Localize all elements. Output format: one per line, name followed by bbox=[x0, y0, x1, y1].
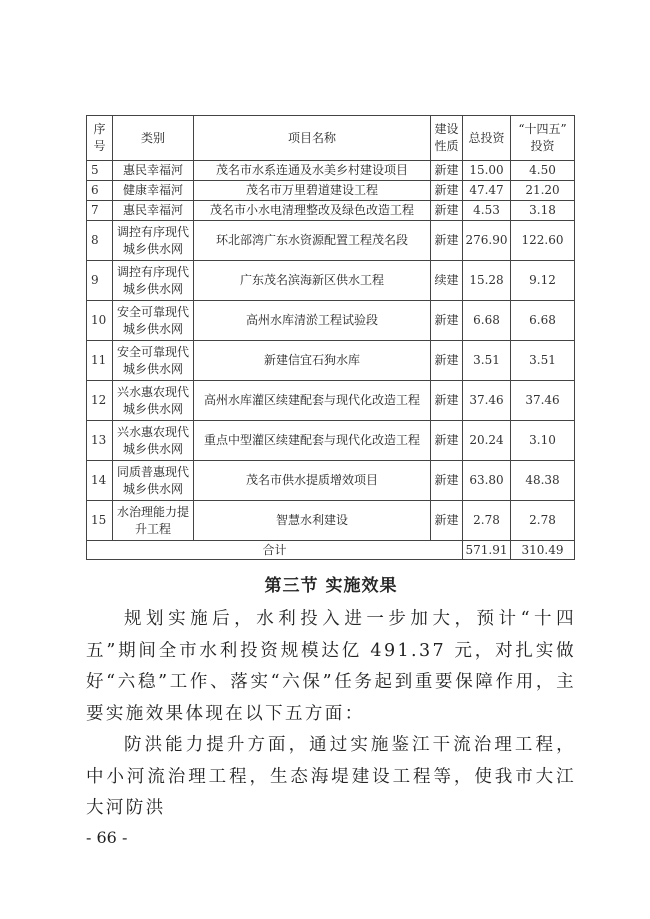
cell-name: 环北部湾广东水资源配置工程茂名段 bbox=[194, 221, 431, 261]
table-row bbox=[87, 461, 575, 501]
cell-category: 兴水惠农现代城乡供水网 bbox=[113, 421, 194, 461]
cell-type: 新建 bbox=[431, 201, 463, 221]
table-row bbox=[87, 301, 575, 341]
header-name: 项目名称 bbox=[194, 116, 431, 161]
cell-category: 调控有序现代城乡供水网 bbox=[113, 261, 194, 301]
cell-category: 调控有序现代城乡供水网 bbox=[113, 221, 194, 261]
header-plan bbox=[511, 116, 575, 161]
cell-category: 安全可靠现代城乡供水网 bbox=[113, 301, 194, 341]
cell-plan: 21.20 bbox=[511, 181, 575, 201]
cell-seq: 9 bbox=[87, 261, 113, 301]
paragraph-2: 防洪能力提升方面，通过实施鉴江干流治理工程，中小河流治理工程，生态海堤建设工程等，使我市大江大河防洪 bbox=[86, 735, 576, 818]
cell-plan: 3.18 bbox=[511, 201, 575, 221]
cell-total: 3.51 bbox=[463, 341, 511, 381]
cell-total: 2.78 bbox=[463, 501, 511, 541]
section-title: 第三节 实施效果 bbox=[264, 576, 398, 596]
header-plan-line1: “十四五” bbox=[518, 122, 567, 136]
table-row bbox=[87, 181, 575, 201]
table-row bbox=[87, 341, 575, 381]
cell-name: 重点中型灌区续建配套与现代化改造工程 bbox=[194, 421, 431, 461]
cell-type: 新建 bbox=[431, 341, 463, 381]
table-row bbox=[87, 201, 575, 221]
cell-name: 高州水库灌区续建配套与现代化改造工程 bbox=[194, 381, 431, 421]
cell-total: 63.80 bbox=[463, 461, 511, 501]
cell-seq: 11 bbox=[87, 341, 113, 381]
cell-plan: 3.10 bbox=[511, 421, 575, 461]
cell-seq: 15 bbox=[87, 501, 113, 541]
cell-type: 新建 bbox=[431, 501, 463, 541]
cell-seq: 5 bbox=[87, 161, 113, 181]
cell-total: 20.24 bbox=[463, 421, 511, 461]
cell-plan: 6.68 bbox=[511, 301, 575, 341]
header-category: 类别 bbox=[113, 116, 194, 161]
cell-seq: 10 bbox=[87, 301, 113, 341]
cell-name: 茂名市小水电清理整改及绿色改造工程 bbox=[194, 201, 431, 221]
cell-name: 茂名市供水提质增效项目 bbox=[194, 461, 431, 501]
cell-plan: 37.46 bbox=[511, 381, 575, 421]
paragraph-1: 规划实施后，水利投入进一步加大，预计“十四五”期间全市水利投资规模达亿 491.37 元，对扎实做好“六稳”工作、落实“六保”任务起到重要保障作用，主要实施效果体现在以下五方面： bbox=[86, 609, 576, 724]
cell-total: 6.68 bbox=[463, 301, 511, 341]
cell-type: 新建 bbox=[431, 181, 463, 201]
cell-name: 新建信宜石狗水库 bbox=[194, 341, 431, 381]
cell-category: 健康幸福河 bbox=[113, 181, 194, 201]
table-row bbox=[87, 381, 575, 421]
cell-total: 15.28 bbox=[463, 261, 511, 301]
header-seq: 序号 bbox=[87, 116, 113, 161]
page-content bbox=[86, 115, 576, 849]
cell-type: 新建 bbox=[431, 301, 463, 341]
cell-type: 新建 bbox=[431, 381, 463, 421]
table-row bbox=[87, 221, 575, 261]
table-row bbox=[87, 161, 575, 181]
table-row bbox=[87, 501, 575, 541]
cell-total: 47.47 bbox=[463, 181, 511, 201]
cell-seq: 6 bbox=[87, 181, 113, 201]
cell-total: 4.53 bbox=[463, 201, 511, 221]
cell-name: 茂名市水系连通及水美乡村建设项目 bbox=[194, 161, 431, 181]
cell-type: 新建 bbox=[431, 421, 463, 461]
cell-type: 新建 bbox=[431, 161, 463, 181]
cell-plan: 122.60 bbox=[511, 221, 575, 261]
cell-category: 惠民幸福河 bbox=[113, 201, 194, 221]
header-total: 总投资 bbox=[463, 116, 511, 161]
cell-total: 37.46 bbox=[463, 381, 511, 421]
cell-category: 水治理能力提升工程 bbox=[113, 501, 194, 541]
cell-name: 茂名市万里碧道建设工程 bbox=[194, 181, 431, 201]
cell-total: 276.90 bbox=[463, 221, 511, 261]
header-plan-line2: 投资 bbox=[530, 139, 555, 153]
cell-type: 新建 bbox=[431, 461, 463, 501]
table-row bbox=[87, 421, 575, 461]
cell-seq: 12 bbox=[87, 381, 113, 421]
cell-category: 兴水惠农现代城乡供水网 bbox=[113, 381, 194, 421]
total-investment: 571.91 bbox=[463, 541, 511, 560]
cell-name: 高州水库清淤工程试验段 bbox=[194, 301, 431, 341]
cell-plan: 4.50 bbox=[511, 161, 575, 181]
total-plan-investment: 310.49 bbox=[511, 541, 575, 560]
header-type: 建设性质 bbox=[431, 116, 463, 161]
page-number: - 66 - bbox=[86, 827, 128, 847]
cell-plan: 48.38 bbox=[511, 461, 575, 501]
total-label: 合计 bbox=[87, 541, 463, 560]
cell-category: 安全可靠现代城乡供水网 bbox=[113, 341, 194, 381]
cell-plan: 9.12 bbox=[511, 261, 575, 301]
cell-category: 惠民幸福河 bbox=[113, 161, 194, 181]
total-row bbox=[87, 541, 575, 560]
investment-table bbox=[86, 115, 575, 560]
cell-total: 15.00 bbox=[463, 161, 511, 181]
cell-plan: 3.51 bbox=[511, 341, 575, 381]
cell-seq: 13 bbox=[87, 421, 113, 461]
cell-type: 续建 bbox=[431, 261, 463, 301]
cell-name: 广东茂名滨海新区供水工程 bbox=[194, 261, 431, 301]
cell-seq: 7 bbox=[87, 201, 113, 221]
table-header-row bbox=[87, 116, 575, 161]
cell-seq: 8 bbox=[87, 221, 113, 261]
table-row bbox=[87, 261, 575, 301]
cell-plan: 2.78 bbox=[511, 501, 575, 541]
cell-category: 同质普惠现代城乡供水网 bbox=[113, 461, 194, 501]
cell-seq: 14 bbox=[87, 461, 113, 501]
cell-type: 新建 bbox=[431, 221, 463, 261]
cell-name: 智慧水利建设 bbox=[194, 501, 431, 541]
